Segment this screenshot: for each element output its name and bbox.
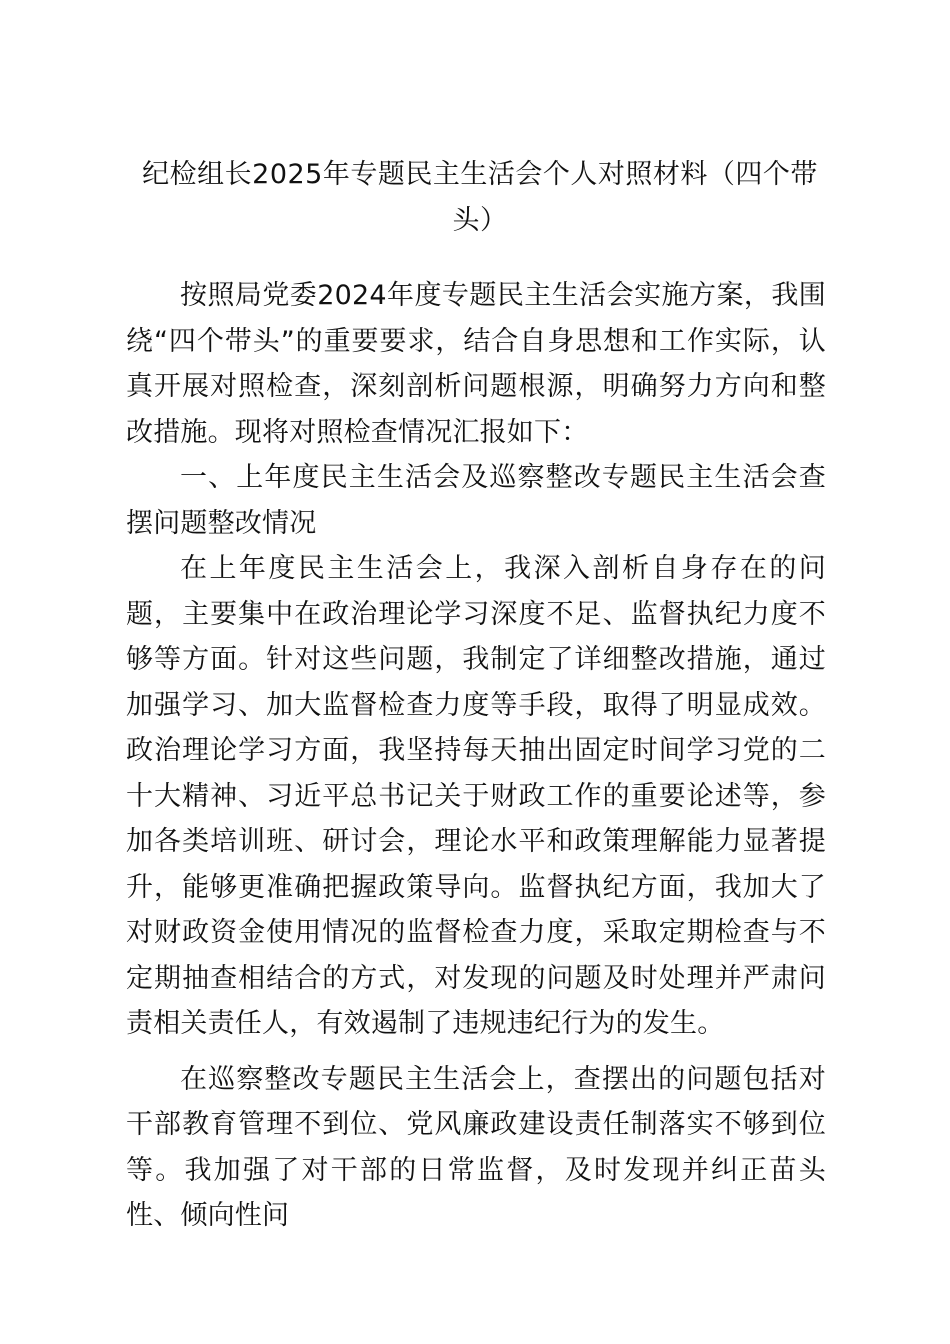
document-title: 纪检组长2025年专题民主生活会个人对照材料（四个带头）: [142, 159, 818, 236]
section-heading-1: 一、上年度民主生活会及巡察整改专题民主生活会查摆问题整改情况: [126, 462, 826, 539]
document-body: [126, 273, 826, 1239]
paragraph-previous-rectification: 在上年度民主生活会上，我深入剖析自身存在的问题，主要集中在政治理论学习深度不足、监督执纪力度不够等方面。针对这些问题，我制定了详细整改措施，通过加强学习、加大监督检查力度等手段，取得了明显成效。政治理论学习方面，我坚持每天抽出固定时间学习党的二十大精神、习近平总书记关于财政工作的重要论述等，参加各类培训班、研讨会，理论水平和政策理解能力显著提升，能够更准确把握政策导向。监督执纪方面，我加大了对财政资金使用情况的监督检查力度，采取定期检查与不定期抽查相结合的方式，对发现的问题及时处理并严肃问责相关责任人，有效遏制了违规违纪行为的发生。: [126, 553, 826, 1039]
paragraph-inspection-rectification: 在巡察整改专题民主生活会上，查摆出的问题包括对干部教育管理不到位、党风廉政建设责任制落实不够到位等。我加强了对干部的日常监督，及时发现并纠正苗头性、倾向性问: [126, 1063, 826, 1231]
paragraph-intro: 按照局党委2024年度专题民主生活会实施方案，我围绕“四个带头”的重要要求，结合自身思想和工作实际，认真开展对照检查，深刻剖析问题根源，明确努力方向和整改措施。现将对照检查情况汇报如下：: [126, 280, 826, 448]
